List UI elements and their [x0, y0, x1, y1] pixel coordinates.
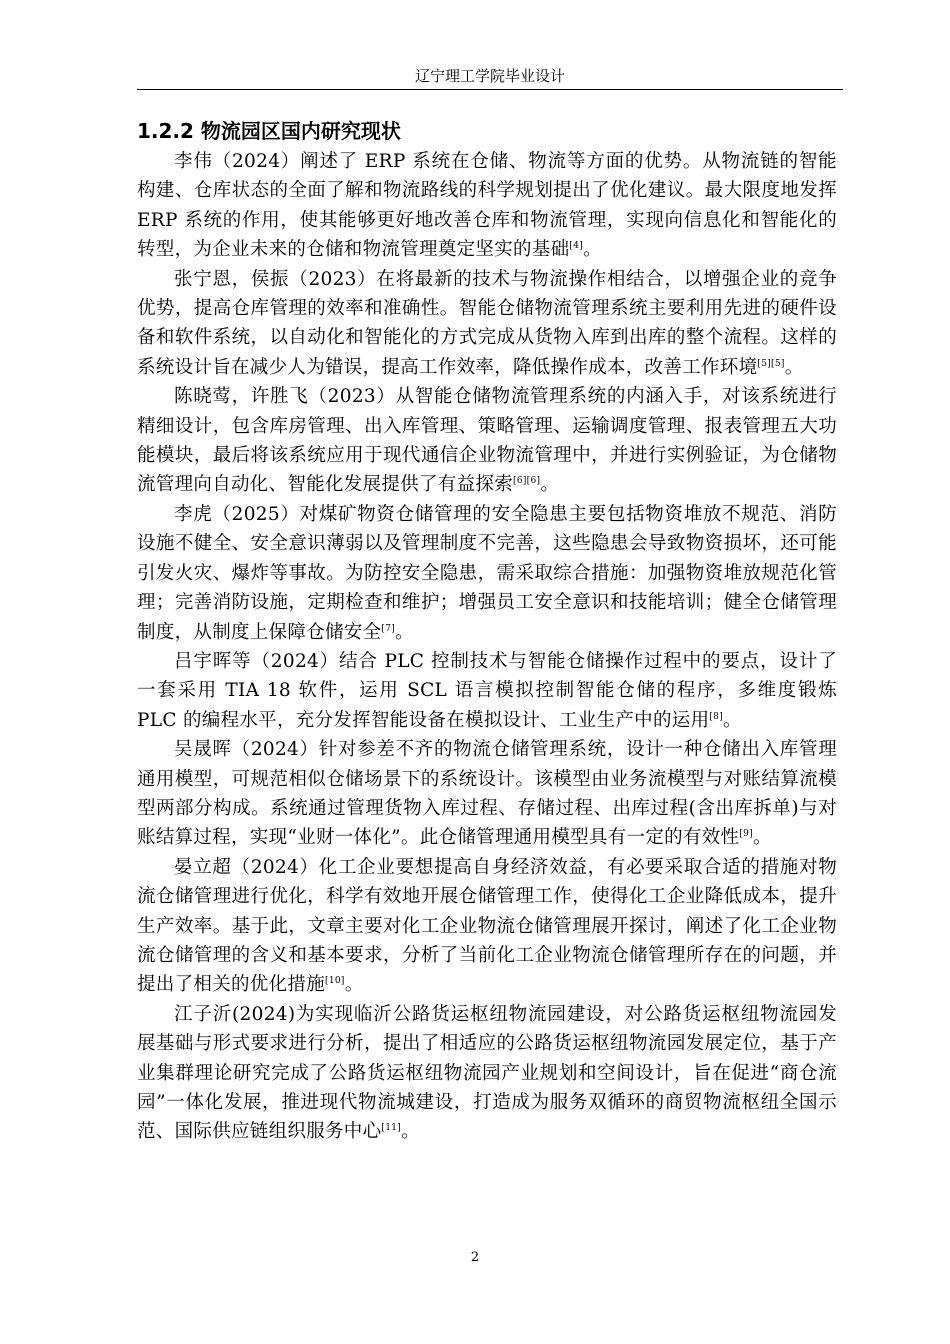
paragraph-8	[137, 1000, 837, 1147]
citation-ref: [8]	[709, 711, 724, 722]
paragraph-end: 。	[344, 974, 364, 996]
paragraph-4	[137, 500, 837, 647]
paragraph-end: 。	[401, 1121, 420, 1143]
paragraph-7	[137, 853, 837, 1000]
page-number: 2	[470, 1250, 480, 1265]
paragraph-2	[137, 265, 837, 383]
page-header-title: 辽宁理工学院毕业设计	[414, 67, 565, 85]
paragraph-5	[137, 647, 837, 735]
paragraph-text: 吕宇晖等（2024）结合 PLC 控制技术与智能仓储操作过程中的要点，设计了一套采用 TIA 18 软件，运用 SCL 语言模拟控制智能仓储的程序，多维度锻炼 PLC 的编程水平，充分发挥智能设备在模拟设计、工业生产中的运用	[137, 650, 837, 731]
paragraph-text: 晏立超（2024）化工企业要想提高自身经济效益，有必要采取合适的措施对物流仓储管理进行优化，科学有效地开展仓储管理工作，使得化工企业降低成本，提升生产效率。基于此，文章主要对化工企业物流仓储管理展开探讨，阐述了化工企业物流仓储管理的含义和基本要求，分析了当前化工企业物流仓储管理所存在的问题，并提出了相关的优化措施	[137, 856, 837, 996]
header-divider	[137, 89, 843, 90]
paragraph-text: 张宁恩，侯振（2023）在将最新的技术与物流操作相结合，以增强企业的竞争优势，提高仓库管理的效率和准确性。智能仓储物流管理系统主要利用先进的硬件设备和软件系统，以自动化和智能化的方式完成从货物入库到出库的整个流程。这样的系统设计旨在减少人为错误，提高工作效率，降低操作成本，改善工作环境	[137, 268, 837, 378]
citation-ref: [7]	[381, 623, 396, 634]
paragraph-text: 李伟（2024）阐述了 ERP 系统在仓储、物流等方面的优势。从物流链的智能构建、仓库状态的全面了解和物流路线的科学规划提出了优化建议。最大限度地发挥 ERP 系统的作用，使其能够更好地改善仓库和物流管理，实现向信息化和智能化的转型，为企业未来的仓储和物流管理奠定坚实的基础	[137, 151, 837, 261]
section-heading: 1.2.2 物流园区国内研究现状	[137, 119, 401, 143]
paragraph-text: 江子沂(2024)为实现临沂公路货运枢纽物流园建设，对公路货运枢纽物流园发展基础与形式要求进行分析，提出了相适应的公路货运枢纽物流园发展定位，基于产业集群理论研究完成了公路货运枢纽物流园产业规划和空间设计，旨在促进“商仓流园”一体化发展，推进现代物流城建设，打造成为服务双循环的商贸物流枢纽全国示范、国际供应链组织服务中心	[137, 1003, 837, 1143]
citation-ref: [10]	[325, 976, 345, 987]
citation-ref: [11]	[381, 1123, 402, 1134]
paragraph-1	[137, 147, 837, 265]
citation-ref: [4]	[569, 241, 584, 252]
paragraph-end: 。	[395, 621, 414, 643]
body-text	[137, 147, 837, 1147]
paragraph-end: 。	[583, 239, 602, 261]
paragraph-end: 。	[784, 356, 804, 378]
paragraph-end: 。	[752, 827, 772, 849]
citation-ref: [9]	[739, 829, 753, 840]
citation-ref: [6][6]	[513, 476, 541, 487]
paragraph-text: 吴晟晖（2024）针对参差不齐的物流仓储管理系统，设计一种仓储出入库管理通用模型，可规范相似仓储场景下的系统设计。该模型由业务流模型与对账结算流模型两部分构成。系统通过管理货物入库过程、存储过程、出库过程(含出库拆单)与对账结算过程，实现“业财一体化”。此仓储管理通用模型具有一定的有效性	[137, 739, 837, 849]
citation-ref: [5][5]	[757, 358, 785, 369]
paragraph-text: 陈晓莺，许胜飞（2023）从智能仓储物流管理系统的内涵入手，对该系统进行精细设计，包含库房管理、出入库管理、策略管理、运输调度管理、报表管理五大功能模块，最后将该系统应用于现代通信企业物流管理中，并进行实例验证，为仓储物流管理向自动化、智能化发展提供了有益探索	[137, 386, 837, 496]
paragraph-end: 。	[723, 709, 742, 731]
paragraph-3	[137, 382, 837, 500]
paragraph-6	[137, 735, 837, 853]
paragraph-end: 。	[540, 474, 560, 496]
paragraph-text: 李虎（2025）对煤矿物资仓储管理的安全隐患主要包括物资堆放不规范、消防设施不健全、安全意识薄弱以及管理制度不完善，这些隐患会导致物资损坏，还可能引发火灾、爆炸等事故。为防控安全隐患，需采取综合措施：加强物资堆放规范化管理；完善消防设施，定期检查和维护；增强员工安全意识和技能培训；健全仓储管理制度，从制度上保障仓储安全	[137, 503, 837, 643]
